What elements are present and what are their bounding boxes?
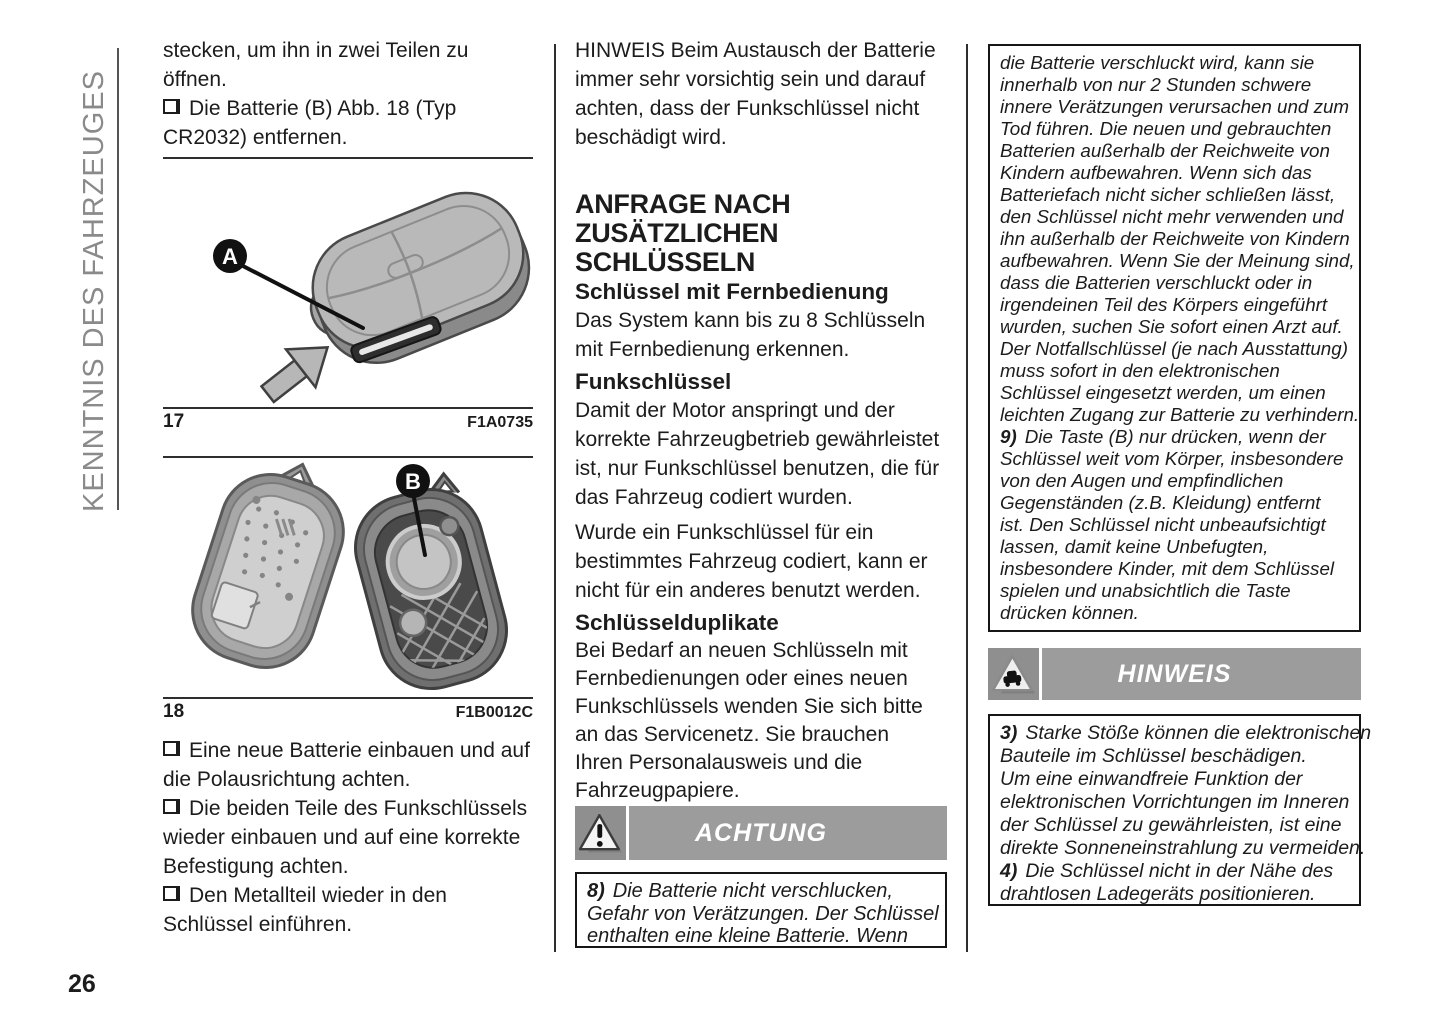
figure-17-number: 17 xyxy=(163,411,185,432)
key-fob xyxy=(296,176,533,379)
col2-funkschluessel-paragraph-1: Damit der Motor anspringt und der korrekte Fahrzeugbetrieb gewährleistet ist, nur Funkschlüssel benutzen, die für das Fahrzeug codiert wurden. xyxy=(575,399,940,509)
callout-b-label: B xyxy=(405,469,421,494)
figure-17-key-fob-illustration xyxy=(163,160,533,406)
achtung-label: ACHTUNG xyxy=(695,818,827,847)
callout-a-label: A xyxy=(222,244,238,269)
col2-duplikate-paragraph: Bei Bedarf an neuen Schlüsseln mit Fernbedienungen oder eines neuen Funkschlüssels wenden Sie sich bitte an das Servicenetz. Sie brauchen Ihren Personalausweis und die Fahrzeugpapiere. xyxy=(575,639,923,802)
bullet-item-new-battery: Eine neue Batterie einbauen und auf xyxy=(163,736,535,765)
bullet-item-battery-remove: Die Batterie (B) Abb. 18 (Typ xyxy=(163,94,535,123)
col2-note-paragraph: HINWEIS Beim Austausch der Batterie immer sehr vorsichtig sein und darauf achten, dass der Funkschlüssel nicht beschädigt wird. xyxy=(575,39,936,149)
figure-18-bottom-rule xyxy=(163,697,533,699)
bullet-item-reassemble: Die beiden Teile des Funkschlüssels xyxy=(163,794,535,823)
note-item-3-first-line: 3) Starke Stöße können die elektronischen xyxy=(1000,722,1372,744)
figure-17-code: F1A0735 xyxy=(467,414,533,431)
warning-item-9-first-line: 9) Die Taste (B) nur drücken, wenn der xyxy=(1000,426,1326,447)
column-divider-2 xyxy=(966,44,968,952)
figure-18-top-rule xyxy=(163,456,533,458)
figure-18-key-halves-illustration xyxy=(163,459,533,697)
subheading-schluesselduplikate: Schlüsselduplikate xyxy=(575,610,779,635)
hinweis-note-bar xyxy=(988,648,1361,700)
subheading-schluessel-mit-fernbedienung: Schlüssel mit Fernbedienung xyxy=(575,279,889,304)
key-half-circuit-side xyxy=(180,459,362,681)
key-half-battery-side xyxy=(341,468,518,697)
note-item-4-first-line: 4) Die Schlüssel nicht in der Nähe des xyxy=(1000,860,1334,882)
hinweis-label: HINWEIS xyxy=(1117,659,1232,688)
col2-funkschluessel-paragraph-2: Wurde ein Funkschlüssel für ein bestimmtes Fahrzeug codiert, kann er nicht für ein anderes benutzt werden. xyxy=(575,521,928,602)
intro-lines: stecken, um ihn in zwei Teilen zu öffnen. xyxy=(163,39,469,91)
sidebar-rule xyxy=(117,48,119,510)
square-bullet-icon xyxy=(163,799,180,814)
push-arrow-icon xyxy=(253,328,342,406)
column-divider-1 xyxy=(554,44,556,952)
warning-box-item-8: 8) Die Batterie nicht verschlucken, Gefahr von Verätzungen. Der Schlüssel enthalten eine kleine Batterie. Wenn xyxy=(575,872,947,948)
square-bullet-icon xyxy=(163,99,180,114)
figure-18-number: 18 xyxy=(163,701,185,722)
bullet-item-metal-insert: Den Metallteil wieder in den xyxy=(163,881,535,910)
col1-steps-list: Eine neue Batterie einbauen und auf die Polausrichtung achten. Die beiden Teile des Funkschlüssels wieder einbauen und auf eine korrekte Befestigung achten. Den Metallteil wieder in den Schlüssel einführen. xyxy=(163,736,535,939)
square-bullet-icon xyxy=(163,886,180,901)
warning-item-8-first-line: 8) Die Batterie nicht verschlucken, xyxy=(587,880,893,902)
figure-18-caption xyxy=(163,701,533,723)
warning-box-continuation: die Batterie verschluckt wird, kann sie innerhalb von nur 2 Stunden schwere innere Verätzungen verursachen und zum Tod führen. Die neuen und gebrauchten Batterien außerhalb der Reichweite von Kindern aufbewahren. Wenn sich das Batteriefach nicht sicher schließen lässt, den Schlüssel nicht mehr verwenden und ihn außerhalb der Reichweite von Kindern aufbewahren. Wenn Sie der Meinung sind, dass die Batterien verschluckt oder in irgendeinen Teil des Körpers eingeführt wurden, suchen Sie sofort einen Arzt auf. Der Notfallschlüssel (je nach Ausstattung) muss sofort in den elektronischen Schlüssel eingesetzt werden, um einen leichten Zugang zur Batterie zu verhindern. 9) Die Taste (B) nur drücken, wenn der Schlüssel weit vom Körper, insbesondere von den Augen und empfindlichen Gegenständen (z.B. Kleidung) entfernt ist. Den Schlüssel nicht unbeaufsichtigt lassen, damit keine Unbefugten, insbesondere Kinder, mit dem Schlüssel spielen und unabsichtlich die Taste drücken können. xyxy=(988,44,1361,632)
subheading-funkschluessel: Funkschlüssel xyxy=(575,369,732,394)
square-bullet-icon xyxy=(163,741,180,756)
section-title-anfrage: ANFRAGE NACH ZUSÄTZLICHEN SCHLÜSSELN xyxy=(575,189,791,277)
figure-17-caption xyxy=(163,411,533,433)
figure-18-code: F1B0012C xyxy=(455,704,533,721)
chapter-sidebar-title: KENNTNIS DES FAHRZEUGES xyxy=(78,70,110,512)
figure-17-top-rule xyxy=(163,157,533,159)
page-number: 26 xyxy=(68,970,96,998)
achtung-warning-bar xyxy=(575,806,947,860)
note-box-items-3-4: 3) Starke Stöße können die elektronischen Bauteile im Schlüssel beschädigen. Um eine einwandfreie Funktion der elektronischen Vorrichtungen im Inneren der Schlüssel zu gewährleisten, ist eine direkte Sonneneinstrahlung zu vermeiden. 4) Die Schlüssel nicht in der Nähe des drahtlosen Ladegeräts positionieren. xyxy=(988,714,1361,906)
col1-intro-paragraph: stecken, um ihn in zwei Teilen zu öffnen. Die Batterie (B) Abb. 18 (Typ CR2032) entfernen. xyxy=(163,36,535,152)
col2-fernbedienung-paragraph: Das System kann bis zu 8 Schlüsseln mit Fernbedienung erkennen. xyxy=(575,309,926,361)
figure-17-bottom-rule xyxy=(163,407,533,409)
